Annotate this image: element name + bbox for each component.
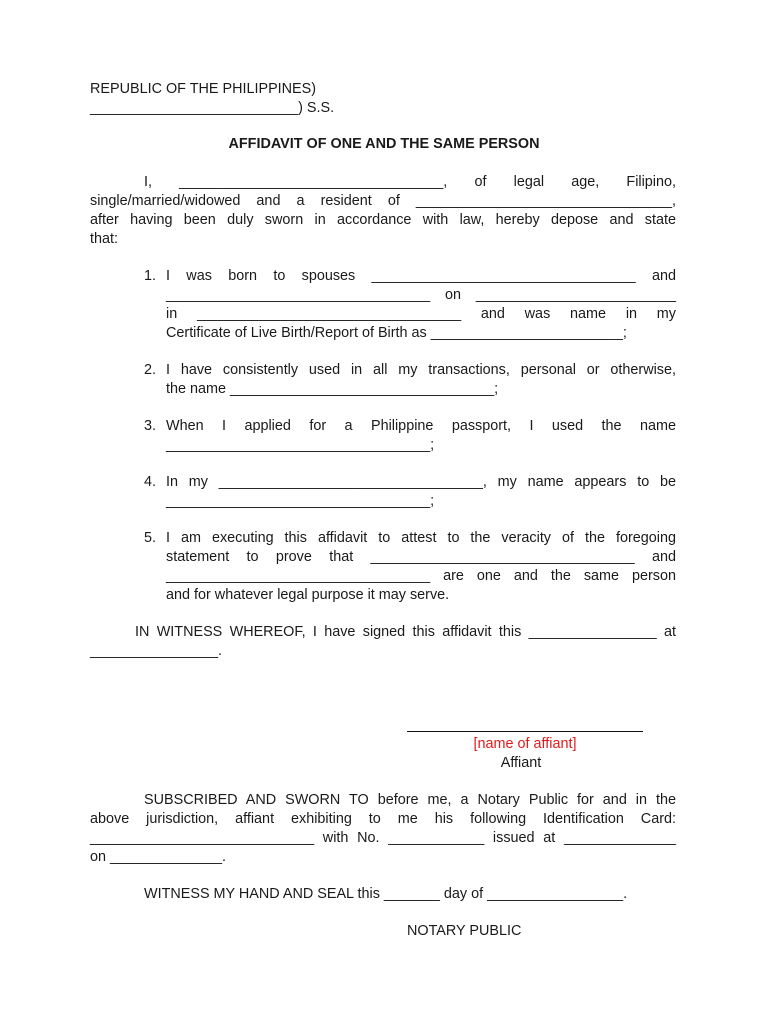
witness-line-2: ________________.	[90, 643, 223, 659]
intro-line-4: that:	[90, 231, 119, 247]
jurat-line-1: SUBSCRIBED AND SWORN TO before me, a Notary Public for and in the	[144, 792, 676, 808]
jurat-line-2: above jurisdiction, affiant exhibiting to me his following Identification Card:	[90, 811, 676, 827]
notary-public-label: NOTARY PUBLIC	[407, 923, 522, 939]
item-number-5: 5.	[144, 530, 157, 546]
jurat-line-3: ____________________________ with No. ____________ issued at ______________	[90, 830, 676, 846]
item-number-2: 2.	[144, 362, 157, 378]
affidavit-title: AFFIDAVIT OF ONE AND THE SAME PERSON	[228, 136, 540, 152]
affiant-label: Affiant	[500, 755, 542, 771]
item-5-line-1: I am executing this affidavit to attest to the veracity of the foregoing	[166, 530, 676, 546]
affiant-name-placeholder: [name of affiant]	[473, 736, 577, 752]
item-5-line-4: and for whatever legal purpose it may serve.	[166, 587, 450, 603]
intro-line-2: single/married/widowed and a resident of ________________________________,	[90, 193, 676, 209]
seal-line: WITNESS MY HAND AND SEAL this _______ day of _________________.	[144, 886, 628, 902]
item-2-line-1: I have consistently used in all my transactions, personal or otherwise,	[166, 362, 676, 378]
item-4-line-2: _________________________________;	[166, 493, 435, 509]
item-number-3: 3.	[144, 418, 157, 434]
witness-line-1: IN WITNESS WHEREOF, I have signed this affidavit this ________________ at	[135, 624, 676, 640]
item-2-line-2: the name _________________________________;	[166, 381, 499, 397]
item-4-line-1: In my _________________________________, my name appears to be	[166, 474, 676, 490]
item-number-1: 1.	[144, 268, 157, 284]
item-5-line-2: statement to prove that _________________________________ and	[166, 549, 676, 565]
intro-line-3: after having been duly sworn in accordance with law, hereby depose and state	[90, 212, 676, 228]
item-number-4: 4.	[144, 474, 157, 490]
item-1-line-3: in _________________________________ and was name in my	[166, 306, 676, 322]
item-3-line-2: _________________________________;	[166, 437, 435, 453]
item-1-line-1: I was born to spouses _________________________________ and	[166, 268, 676, 284]
item-1-line-2: _________________________________ on _________________________	[166, 287, 676, 303]
item-5-line-3: _________________________________ are one and the same person	[166, 568, 676, 584]
intro-line-1: I, _________________________________, of legal age, Filipino,	[144, 174, 676, 190]
jurat-line-4: on ______________.	[90, 849, 227, 865]
header-ss-line: __________________________) S.S.	[90, 100, 335, 116]
item-1-line-4: Certificate of Live Birth/Report of Birth as ________________________;	[166, 325, 627, 341]
signature-line	[407, 731, 643, 732]
header-republic: REPUBLIC OF THE PHILIPPINES)	[90, 81, 317, 97]
item-3-line-1: When I applied for a Philippine passport, I used the name	[166, 418, 676, 434]
